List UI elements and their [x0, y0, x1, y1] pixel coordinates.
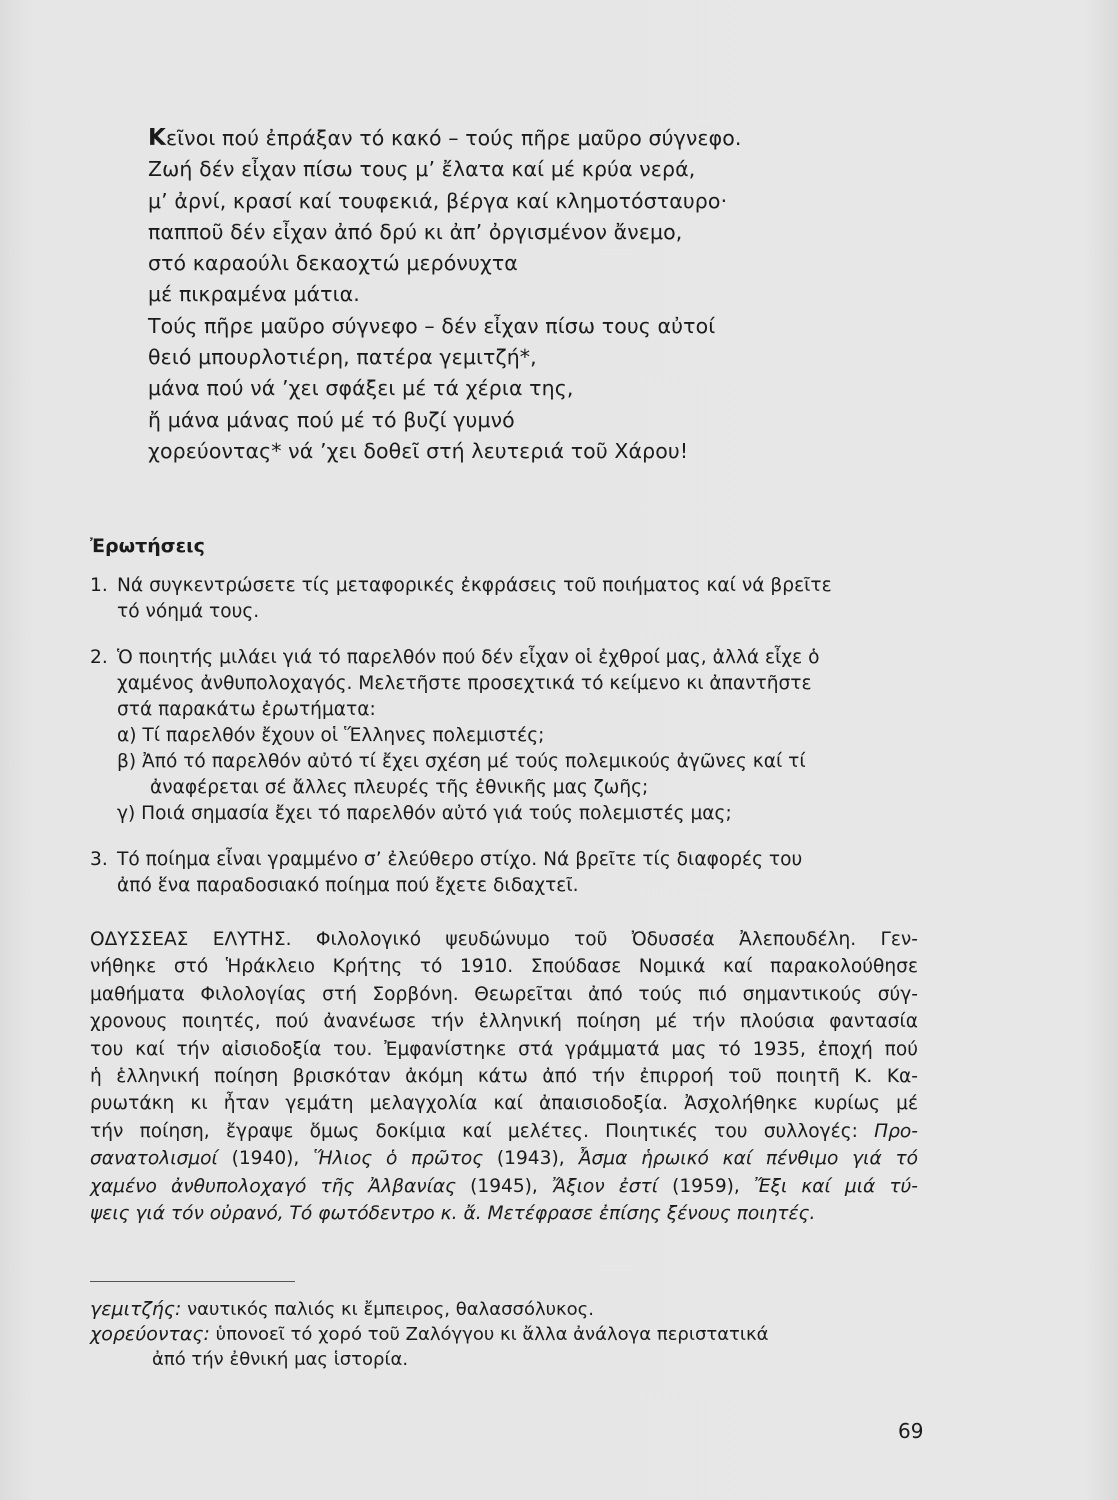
- bio-text: (1945),: [456, 1175, 552, 1197]
- bio-line: ἡ ἑλληνική ποίηση βρισκόταν ἀκόμη κάτω ἀπό τήν ἐπιρροή τοῦ ποιητῆ Κ. Κα-: [90, 1066, 918, 1088]
- footnote-continued: ἀπό τήν ἐθνική μας ἱστορία.: [152, 1349, 409, 1370]
- poem-line: θειό μπουρλοτιέρη, πατέρα γεμιτζή*,: [148, 345, 537, 370]
- poem-line: μ’ ἀρνί, κρασί καί τουφεκιά, βέργα καί κλημοτόσταυρο·: [148, 188, 728, 213]
- bio-line: ρυωτάκη κι ἦταν γεμάτη μελαγχολία καί ἀπαισιοδοξία. Ἀσχολήθηκε κυρίως μέ: [90, 1093, 918, 1115]
- question-text: χαμένος ἀνθυπολοχαγός. Μελετῆστε προσεχτικά τό κείμενο κι ἀπαντῆστε: [117, 673, 812, 694]
- sub-question-b-continued: ἀναφέρεται σέ ἄλλες πλευρές τῆς ἐθνικῆς μας ζωῆς;: [150, 777, 649, 798]
- collection-title: Ἥλιος ὁ πρῶτος: [313, 1148, 484, 1170]
- bio-text: (1959),: [658, 1175, 754, 1197]
- bio-text: (1940),: [217, 1148, 314, 1170]
- footnote-term: χορεύοντας:: [90, 1323, 210, 1345]
- footnotes: [90, 1297, 930, 1372]
- question-text: Ὁ ποιητής μιλάει γιά τό παρελθόν πού δέν εἶχαν οἱ ἐχθροί μας, ἀλλά εἶχε ὁ: [117, 647, 820, 668]
- question-number: 1.: [90, 575, 108, 596]
- bio-text: τήν ποίηση, ἔγραψε ὅμως δοκίμια καί μελέτες. Ποιητικές του συλλογές:: [90, 1120, 875, 1142]
- question-1: [90, 573, 930, 625]
- question-text: Τό ποίημα εἶναι γραμμένο σ’ ἐλεύθερο στίχο. Νά βρεῖτε τίς διαφορές του: [117, 849, 803, 870]
- question-text: τό νόημά τους.: [117, 601, 260, 622]
- footnote-definition: ναυτικός παλιός κι ἔμπειρος, θαλασσόλυκος.: [181, 1299, 594, 1320]
- question-3: [90, 847, 930, 899]
- collection-title: Ἔξι καί μιά τύ-: [753, 1175, 919, 1197]
- poem-initial-letter: Κ: [148, 125, 166, 151]
- bio-line: ΟΔΥΣΣΕΑΣ ΕΛΥΤΗΣ. Φιλολογικό ψευδώνυμο τοῦ Ὀδυσσέα Ἀλεπουδέλη. Γεν-: [90, 929, 918, 950]
- footnote-divider: [90, 1281, 295, 1282]
- collection-title: Ἆσμα ἡρωικό καί πένθιμο γιά τό: [578, 1148, 919, 1170]
- bio-line: μαθήματα Φιλολογίας στή Σορβόνη. Θεωρεῖται ἀπό τούς πιό σημαντικούς σύγ-: [90, 983, 918, 1005]
- poem-line: Τούς πῆρε μαῦρο σύγνεφο – δέν εἶχαν πίσω τους αὐτοί: [148, 313, 716, 338]
- bio-line: του καί τήν αἰσιοδοξία του. Ἐμφανίστηκε στά γράμματά μας τό 1935, ἐποχή πού: [90, 1038, 918, 1060]
- question-number: 3.: [90, 849, 108, 870]
- questions-list: [90, 573, 930, 919]
- bio-line: νήθηκε στό Ἡράκλειο Κρήτης τό 1910. Σπούδασε Νομικά καί παρακολούθησε: [90, 956, 918, 978]
- sub-question-a: α) Τί παρελθόν ἔχουν οἱ Ἕλληνες πολεμιστές;: [117, 725, 545, 746]
- poem-line: ἤ μάνα μάνας πού μέ τό βυζί γυμνό: [148, 407, 515, 432]
- collection-title: Ἄξιον ἐστί: [551, 1175, 659, 1197]
- collection-title: Προ-: [874, 1120, 918, 1142]
- sub-question-c: γ) Ποιά σημασία ἔχει τό παρελθόν αὐτό γιά τούς πολεμιστές μας;: [117, 803, 732, 824]
- poem: [148, 123, 948, 467]
- poem-line: μέ πικραμένα μάτια.: [148, 282, 360, 307]
- collection-title: σανατολισμοί: [90, 1148, 218, 1170]
- question-text: Νά συγκεντρώσετε τίς μεταφορικές ἐκφράσεις τοῦ ποιήματος καί νά βρεῖτε: [117, 575, 832, 596]
- poem-line: μάνα πού νά ’χει σφάξει μέ τά χέρια της,: [148, 376, 574, 401]
- collection-title: χαμένο ἀνθυπολοχαγό τῆς Ἀλβανίας: [90, 1175, 457, 1197]
- collection-title: ψεις γιά τόν οὐρανό, Τό φωτόδεντρο κ. ἄ. Μετέφρασε ἐπίσης ξένους ποιητές.: [90, 1203, 816, 1225]
- poem-line: [148, 123, 948, 154]
- footnote: [90, 1297, 930, 1322]
- poem-first-line: εῖνοι πού ἐπράξαν τό κακό – τούς πῆρε μαῦρο σύγνεφο.: [165, 126, 742, 150]
- poem-line: Ζωή δέν εἶχαν πίσω τους μ’ ἔλατα καί μέ κρύα νερά,: [148, 157, 696, 182]
- question-number: 2.: [90, 647, 108, 668]
- page-number: 69: [898, 1419, 924, 1443]
- question-text: ἀπό ἕνα παραδοσιακό ποίημα πού ἔχετε διδαχτεῖ.: [117, 875, 579, 896]
- bio-line: [90, 1173, 918, 1200]
- questions-heading: Ἐρωτήσεις: [90, 535, 205, 557]
- sub-question-b: β) Ἀπό τό παρελθόν αὐτό τί ἔχει σχέση μέ τούς πολεμικούς ἀγῶνες καί τί: [117, 751, 806, 772]
- footnote: [90, 1322, 930, 1347]
- bio-text: (1943),: [483, 1148, 579, 1170]
- bio-line: [90, 1118, 918, 1145]
- footnote-term: γεμιτζής:: [90, 1298, 182, 1320]
- poem-line: στό καραούλι δεκαοχτώ μερόνυχτα: [148, 251, 518, 276]
- bio-line: [90, 1200, 918, 1227]
- question-2: [90, 645, 930, 827]
- question-text: στά παρακάτω ἐρωτήματα:: [117, 699, 376, 720]
- poem-line: χορεύοντας* νά ’χει δοθεῖ στή λευτεριά τοῦ Χάρου!: [148, 438, 689, 463]
- bio-line: χρονους ποιητές, πού ἀνανέωσε τήν ἑλληνική ποίηση μέ τήν πλούσια φαντασία: [90, 1011, 918, 1033]
- footnote-definition: ὑπονοεῖ τό χορό τοῦ Ζαλόγγου κι ἄλλα ἀνάλογα περιστατικά: [209, 1324, 769, 1345]
- poem-line: παπποῦ δέν εἶχαν ἀπό δρύ κι ἀπ’ ὀργισμένον ἄνεμο,: [148, 219, 683, 244]
- bio-line: [90, 1145, 918, 1172]
- author-biography: [90, 926, 918, 1227]
